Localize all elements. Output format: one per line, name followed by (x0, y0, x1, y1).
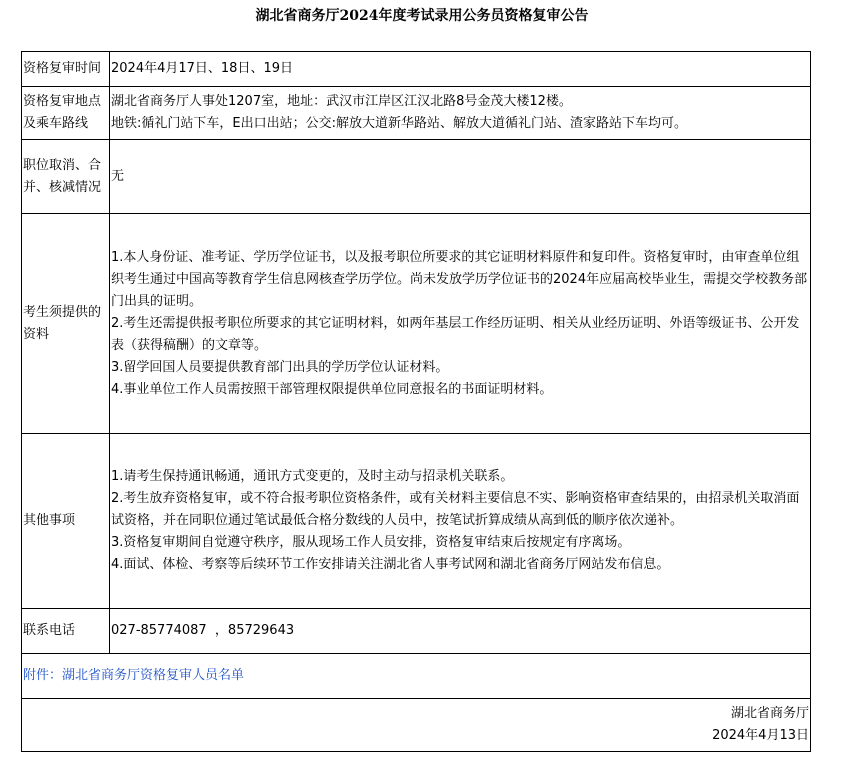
materials-item: 2.考生还需提供报考职位所要求的其它证明材料，如两年基层工作经历证明、相关从业经历证明、外语等级证书、公开发表（获得稿酬）的文章等。 (111, 315, 800, 353)
others-item: 2.考生放弃资格复审，或不符合报考职位资格条件，或有关材料主要信息不实、影响资格审查结果的，由招录机关取消面试资格，并在同职位通过笔试最低合格分数线的人员中，按笔试折算成绩从高到低的顺序依次递补。 (111, 491, 800, 528)
cancel-label: 职位取消、合并、核减情况 (22, 140, 110, 214)
materials-item: 4.事业单位工作人员需按照干部管理权限提供单位同意报名的书面证明材料。 (111, 381, 553, 397)
table-row-signature (22, 699, 811, 752)
signature-org: 湖北省商务厅 (730, 706, 809, 721)
table-row-phone (22, 609, 811, 654)
time-label: 资格复审时间 (22, 52, 110, 87)
materials-item: 3.留学回国人员要提供教育部门出具的学历学位认证材料。 (111, 359, 449, 375)
table-row-others (22, 434, 811, 609)
signature-date: 2024年4月13日 (712, 728, 809, 743)
cancel-value: 无 (110, 140, 811, 214)
table-row-materials (22, 214, 811, 434)
others-item: 3.资格复审期间自觉遵守秩序，服从现场工作人员安排，资格复审结束后按规定有序离场。 (111, 535, 631, 550)
location-route: 地铁:循礼门站下车，E出口出站；公交:解放大道新华路站、解放大道循礼门站、渣家路站下车均可。 (111, 116, 687, 131)
table-row-cancel (22, 140, 811, 214)
others-value (110, 434, 811, 609)
signature-block (22, 699, 811, 752)
phone-label: 联系电话 (22, 609, 110, 654)
time-value: 2024年4月17日、18日、19日 (110, 52, 811, 87)
others-item: 1.请考生保持通讯畅通，通讯方式变更的，及时主动与招录机关联系。 (111, 469, 514, 484)
others-label: 其他事项 (22, 434, 110, 609)
location-value (110, 87, 811, 140)
table-row-time (22, 52, 811, 87)
materials-item: 1.本人身份证、准考证、学历学位证书，以及报考职位所要求的其它证明材料原件和复印件。资格复审时，由审查单位组织考生通过中国高等教育学生信息网核查学历学位。尚未发放学历学位证书的2024年应届高校毕业生，需提交学校教务部门出具的证明。 (111, 249, 808, 309)
page-title: 湖北省商务厅2024年度考试录用公务员资格复审公告 (255, 8, 589, 24)
table-row-location (22, 87, 811, 140)
location-address: 湖北省商务厅人事处1207室，地址：武汉市江岸区江汉北路8号金茂大楼12楼。 (111, 94, 572, 109)
notice-table (21, 51, 811, 752)
location-label: 资格复审地点及乘车路线 (22, 87, 110, 140)
table-row-attachment (22, 654, 811, 699)
attachment-link[interactable]: 附件：湖北省商务厅资格复审人员名单 (22, 654, 811, 699)
materials-value (110, 214, 811, 434)
others-item: 4.面试、体检、考察等后续环节工作安排请关注湖北省人事考试网和湖北省商务厅网站发布信息。 (111, 557, 670, 572)
materials-label: 考生须提供的资料 (22, 214, 110, 434)
phone-value: 027-85774087 ，85729643 (110, 609, 811, 654)
